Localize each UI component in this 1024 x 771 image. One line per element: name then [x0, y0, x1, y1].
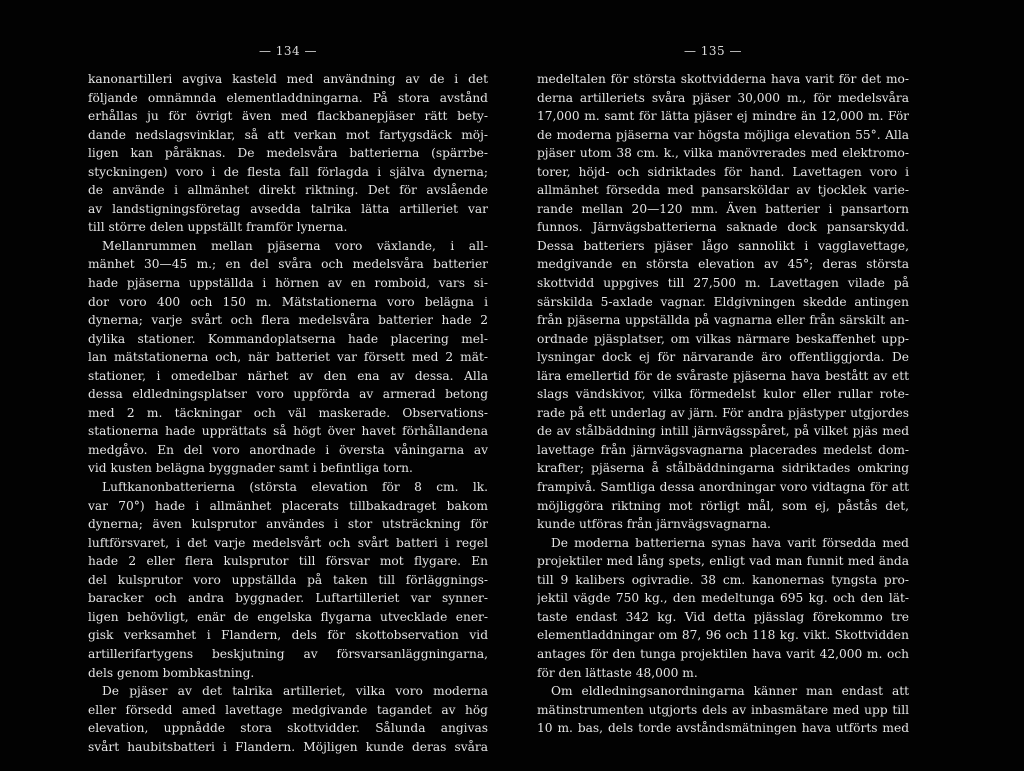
text-line: ligen kan påräknas. De medelsvåra batterierna (spärrbe-	[88, 146, 488, 161]
text-line: dylika stationer. Kommandoplatserna hade placering mel-	[88, 331, 488, 346]
text-line: medgivande en största elevation av 45°; deras största	[537, 257, 909, 272]
text-line: erhållas ju för övrigt även med flackbanepjäser rätt bety-	[88, 109, 488, 124]
text-line: följande omnämnda elementladdningarna. På stora avstånd	[88, 90, 488, 105]
text-line: dynerna; varje svårt och flera medelsvåra batterier hade 2	[88, 313, 488, 328]
text-line: hade pjäserna uppställda i hörnen av en romboid, vars si-	[88, 276, 488, 291]
text-line: stationer, i omedelbar närhet av den ena av dessa. Alla	[88, 368, 488, 383]
page-text-block	[88, 70, 488, 756]
text-line: mätinstrumenten utgjorts dels av inbasmätare med upp till	[537, 702, 909, 717]
text-line: lavettage från järnvägsvagnarna placerades medelst dom-	[537, 442, 909, 457]
text-line: lan mätstationerna och, när batteriet var försett med 2 mät-	[88, 350, 488, 365]
text-line: mänhet 30—45 m.; en del svåra och medelsvåra batterier	[88, 257, 488, 272]
text-line: av landstigningsföretag avsedda talrika lätta artilleriet var	[88, 201, 488, 216]
text-line: till större delen uppställt framför lynerna.	[88, 220, 348, 235]
text-line: dor voro 400 och 150 m. Mätstationerna voro belägna i	[88, 294, 488, 309]
text-line: med 2 m. täckningar och väl maskerade. Observations-	[88, 405, 488, 420]
text-line: kanonartilleri avgiva kasteld med användning av de i det	[88, 72, 488, 86]
left-page	[88, 0, 488, 771]
text-line: taste endast 342 kg. Vid detta pjässlag förekommo tre	[537, 609, 909, 624]
text-line: Luftkanonbatterierna (största elevation för 8 cm. lk.	[102, 480, 488, 495]
page-number: — 134 —	[258, 44, 318, 58]
text-line: ordnade pjäsplatser, om vilkas närmare beskaffenhet upp-	[537, 331, 909, 346]
text-line: vid kusten belägna byggnader samt i befintliga torn.	[88, 461, 413, 476]
text-line: luftförsvaret, i det varje medelsvårt och svårt batteri i regel	[88, 535, 488, 550]
text-line: torer, höjd- och sidriktades för hand. Lavettagen voro i	[537, 164, 909, 179]
text-line: funnos. Järnvägsbatterierna saknade dock pansarskydd.	[537, 220, 909, 235]
right-page	[537, 0, 909, 771]
text-line: de av stålbäddning intill järnvägsspåret, på vilket pjäs med	[537, 424, 909, 439]
text-line: Dessa batteriers pjäser lågo sannolikt i vagglavettage,	[537, 238, 909, 253]
text-line: lära emellertid för de svåraste pjäserna hava bestått av ett	[537, 368, 909, 383]
text-line: gisk verksamhet i Flandern, dels för skottobservation vid	[88, 628, 488, 643]
text-line: antages för den tunga projektilen hava varit 42,000 m. och	[537, 646, 909, 661]
text-line: de använde i allmänhet direkt riktning. Det för avslående	[88, 183, 488, 198]
text-line: jektil vägde 750 kg., den medeltunga 695 kg. och den lät-	[537, 591, 909, 606]
text-line: de moderna pjäserna var högsta möjliga elevation 55°. Alla	[537, 127, 909, 142]
text-line: kunde utföras från järnvägsvagnarna.	[537, 517, 771, 532]
text-line: särskilda 5-axlade vagnar. Eldgivningen skedde antingen	[537, 294, 909, 309]
text-line: rande mellan 20—120 mm. Även batterier i pansartorn	[537, 201, 909, 216]
text-line: artillerifartygens beskjutning av försvarsanläggningarna,	[88, 646, 488, 661]
text-line: elementladdningar om 87, 96 och 118 kg. vikt. Skottvidden	[537, 628, 909, 643]
text-line: slags vändskivor, vilka förmedelst kulor eller rullar rote-	[537, 387, 909, 402]
text-line: Mellanrummen mellan pjäserna voro växlande, i all-	[102, 238, 488, 253]
text-line: baracker och andra byggnader. Luftartilleriet var synner-	[88, 591, 488, 606]
text-line: hade 2 eller flera kulsprutor till försvar mot flygare. En	[88, 554, 488, 569]
text-line: krafter; pjäserna å stålbäddningarna sidriktades omkring	[537, 461, 909, 476]
text-line: 17,000 m. samt för lätta pjäser ej mindre än 12,000 m. För	[537, 109, 909, 124]
text-line: eller försedd amed lavettage medgivande tagandet av hög	[88, 702, 488, 717]
text-line: Om eldledningsanordningarna känner man endast att	[551, 684, 909, 699]
text-line: dynerna; även kulsprutor användes i stor utsträckning för	[88, 517, 488, 532]
text-line: styckningen) voro i de flesta fall förlagda i själva dynerna;	[88, 164, 488, 179]
text-line: ligen behövligt, enär de engelska flygarna utvecklade ener-	[88, 609, 488, 624]
text-line: projektiler med lång spets, enligt vad man funnit med ända	[537, 554, 909, 569]
text-line: skottvidd uppgives till 27,500 m. Lavettagen vilade på	[537, 276, 909, 291]
text-line: för den lättaste 48,000 m.	[537, 665, 698, 680]
text-line: möjliggöra riktning mot rörligt mål, som ej, påstås det,	[537, 498, 909, 513]
page-number: — 135 —	[683, 44, 743, 58]
text-line: från pjäserna uppställda på vagnarna eller från särskilt an-	[537, 313, 909, 328]
text-line: lysningar dock ej för närvarande äro offentliggjorda. De	[537, 350, 909, 365]
text-line: allmänhet försedda med pansarsköldar av tjocklek varie-	[537, 183, 909, 198]
text-line: dessa eldledningsplatser voro uppförda av armerad betong	[88, 387, 488, 402]
text-line: till 9 kalibers ogivradie. 38 cm. kanonernas tyngsta pro-	[537, 572, 909, 587]
page-text-block	[537, 70, 909, 738]
text-line: rade på ett underlag av järn. För andra pjästyper utgjordes	[537, 405, 909, 420]
text-line: 10 m. bas, dels torde avståndsmätningen hava utförts med	[537, 721, 909, 736]
text-line: dels genom bombkastning.	[88, 665, 255, 680]
text-line: var 70°) hade i allmänhet placerats tillbakadraget bakom	[88, 498, 488, 513]
text-line: frampivå. Samtliga dessa anordningar voro vidtagna för att	[537, 480, 909, 495]
text-line: svårt haubitsbatteri i Flandern. Möjligen kunde deras svåra	[88, 739, 488, 754]
text-line: del kulsprutor voro uppställda på taken till förläggnings-	[88, 572, 488, 587]
text-line: stationerna hade upprättats så högt över havet förhållandena	[88, 424, 488, 439]
text-line: De moderna batterierna synas hava varit försedda med	[551, 535, 909, 550]
text-line: medgåvo. En del voro anordnade i översta våningarna av	[88, 442, 488, 457]
text-line: dande nedslagsvinklar, så att verkan mot fartygsdäck möj-	[88, 127, 488, 142]
text-line: pjäser utom 38 cm. k., vilka manövrerades med elektromo-	[537, 146, 909, 161]
text-line: derna artilleriets svåra pjäser 30,000 m., för medelsvåra	[537, 90, 909, 105]
text-line: De pjäser av det talrika artilleriet, vilka voro moderna	[102, 684, 488, 699]
text-line: medeltalen för största skottvidderna hava varit för det mo-	[537, 72, 909, 86]
text-line: elevation, uppnådde stora skottvidder. Sålunda angivas	[88, 721, 488, 736]
